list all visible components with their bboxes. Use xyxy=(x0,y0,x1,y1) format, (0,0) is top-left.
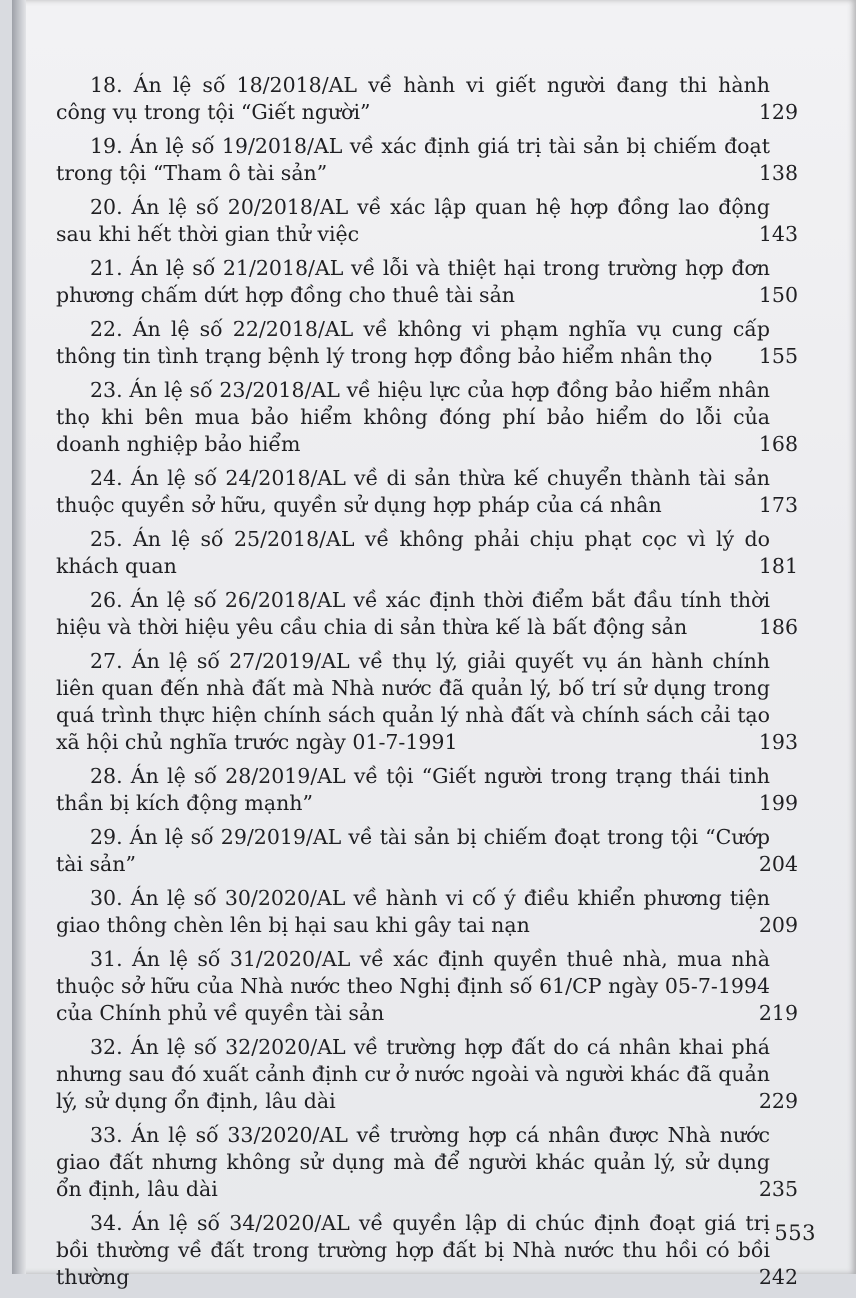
toc-entry-page-number: 168 xyxy=(758,432,798,456)
toc-entry-title: 20. Án lệ số 20/2018/AL về xác lập quan hệ hợp đồng lao động sau khi hết thời gian thử việc xyxy=(56,195,770,246)
toc-entry-page-number: 138 xyxy=(758,161,798,185)
toc-entry-page-number: 186 xyxy=(758,615,798,639)
toc-entry-page-number: 181 xyxy=(758,554,798,578)
toc-entry xyxy=(56,946,798,1027)
toc-entry-page-number: 204 xyxy=(758,852,798,876)
page-number: 553 xyxy=(774,1221,816,1245)
toc-entry-title: 25. Án lệ số 25/2018/AL về không phải chịu phạt cọc vì lý do khách quan xyxy=(56,527,770,578)
toc-entry-title: 24. Án lệ số 24/2018/AL về di sản thừa kế chuyển thành tài sản thuộc quyền sở hữu, quyền sử dụng hợp pháp của cá nhân xyxy=(56,466,770,517)
toc-entry-title: 21. Án lệ số 21/2018/AL về lỗi và thiệt hại trong trường hợp đơn phương chấm dứt hợp đồng cho thuê tài sản xyxy=(56,256,770,307)
toc-entry-title: 32. Án lệ số 32/2020/AL về trường hợp đất do cá nhân khai phá nhưng sau đó xuất cảnh định cư ở nước ngoài và người khác đã quản lý, sử dụng ổn định, lâu dài xyxy=(56,1035,770,1113)
toc-entry xyxy=(56,824,798,878)
toc-entry xyxy=(56,1122,798,1203)
toc-entry-page-number: 235 xyxy=(758,1177,798,1201)
toc-entry-page-number: 155 xyxy=(758,344,798,368)
toc-entry xyxy=(56,885,798,939)
toc-entry-page-number: 229 xyxy=(758,1089,798,1113)
toc-entry-page-number: 150 xyxy=(758,283,798,307)
toc-entry-page-number: 219 xyxy=(758,1001,798,1025)
book-page xyxy=(12,0,856,1289)
toc-entry xyxy=(56,587,798,641)
toc-entry-title: 34. Án lệ số 34/2020/AL về quyền lập di chúc định đoạt giá trị bồi thường về đất trong trường hợp đất bị Nhà nước thu hồi có bồi thường xyxy=(56,1211,770,1289)
toc-entry xyxy=(56,648,798,756)
toc-entry-page-number: 242 xyxy=(758,1265,798,1289)
book-spine-shadow xyxy=(12,0,26,1274)
toc-entry-title: 18. Án lệ số 18/2018/AL về hành vi giết người đang thi hành công vụ trong tội “Giết người” xyxy=(56,73,770,124)
toc-entry xyxy=(56,465,798,519)
toc-entry xyxy=(56,133,798,187)
toc-entry xyxy=(56,194,798,248)
toc-entry-title: 28. Án lệ số 28/2019/AL về tội “Giết người trong trạng thái tinh thần bị kích động mạnh” xyxy=(56,764,770,815)
toc-entry-title: 29. Án lệ số 29/2019/AL về tài sản bị chiếm đoạt trong tội “Cướp tài sản” xyxy=(56,825,770,876)
toc-entry-page-number: 143 xyxy=(758,222,798,246)
toc-entry-page-number: 193 xyxy=(758,730,798,754)
toc-entry-title: 33. Án lệ số 33/2020/AL về trường hợp cá nhân được Nhà nước giao đất nhưng không sử dụng mà để người khác quản lý, sử dụng ổn định, lâu dài xyxy=(56,1123,770,1201)
toc-entry-page-number: 173 xyxy=(758,493,798,517)
toc-entry-title: 31. Án lệ số 31/2020/AL về xác định quyền thuê nhà, mua nhà thuộc sở hữu của Nhà nước theo Nghị định số 61/CP ngày 05-7-1994 của Chính phủ về quyền tài sản xyxy=(56,947,770,1025)
toc-entry-title: 23. Án lệ số 23/2018/AL về hiệu lực của hợp đồng bảo hiểm nhân thọ khi bên mua bảo hiểm không đóng phí bảo hiểm do lỗi của doanh nghiệp bảo hiểm xyxy=(56,378,770,456)
toc-entry-title: 22. Án lệ số 22/2018/AL về không vi phạm nghĩa vụ cung cấp thông tin tình trạng bệnh lý trong hợp đồng bảo hiểm nhân thọ xyxy=(56,317,770,368)
toc-entry xyxy=(56,377,798,458)
toc-entry-page-number: 199 xyxy=(758,791,798,815)
toc-entry xyxy=(56,72,798,126)
toc-entry xyxy=(56,255,798,309)
toc-entry-title: 26. Án lệ số 26/2018/AL về xác định thời điểm bắt đầu tính thời hiệu và thời hiệu yêu cầu chia di sản thừa kế là bất động sản xyxy=(56,588,770,639)
toc-entry-page-number: 209 xyxy=(758,913,798,937)
toc-entry-page-number: 129 xyxy=(758,100,798,124)
toc-entry-title: 30. Án lệ số 30/2020/AL về hành vi cố ý điều khiển phương tiện giao thông chèn lên bị hại sau khi gây tai nạn xyxy=(56,886,770,937)
toc-entry-title: 19. Án lệ số 19/2018/AL về xác định giá trị tài sản bị chiếm đoạt trong tội “Tham ô tài sản” xyxy=(56,134,770,185)
toc-entry xyxy=(56,763,798,817)
toc-entry-title: 27. Án lệ số 27/2019/AL về thụ lý, giải quyết vụ án hành chính liên quan đến nhà đất mà Nhà nước đã quản lý, bố trí sử dụng trong quá trình thực hiện chính sách quản lý nhà đất và chính sách cải tạo xã hội chủ nghĩa trước ngày 01-7-1991 xyxy=(56,649,770,754)
toc-entry xyxy=(56,316,798,370)
toc-entry xyxy=(56,526,798,580)
toc-entry xyxy=(56,1034,798,1115)
